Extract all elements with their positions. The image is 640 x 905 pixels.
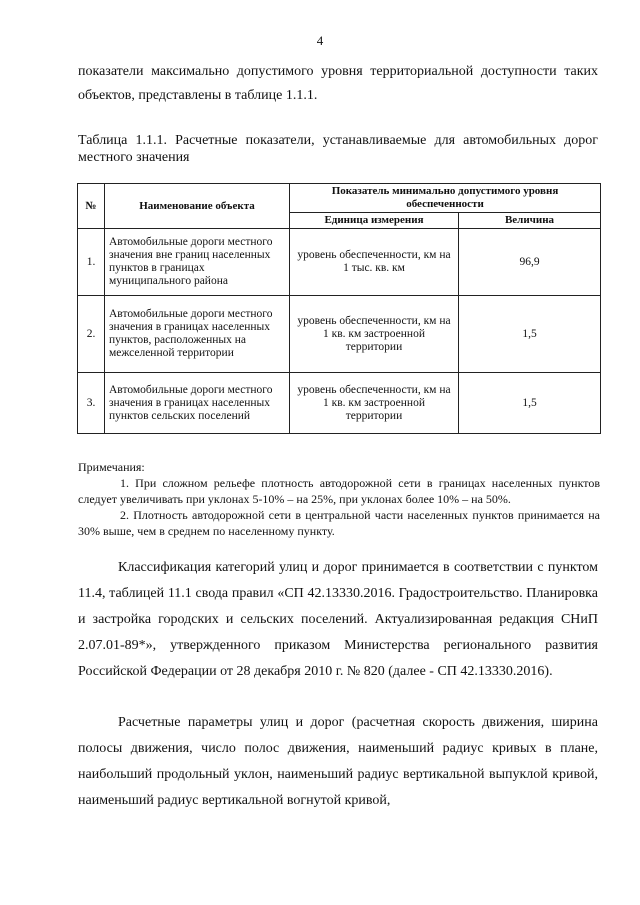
intro-paragraph: показатели максимально допустимого уровня территориальной доступности таких объектов, представлены в таблице 1.1.1. bbox=[78, 64, 598, 103]
table-row bbox=[78, 296, 601, 373]
road-indicators-table bbox=[77, 183, 601, 434]
table-row bbox=[78, 373, 601, 434]
body-paragraph-classification bbox=[78, 555, 598, 685]
body-paragraph-parameters bbox=[78, 710, 598, 814]
note-item: 1. При сложном рельефе плотность автодорожной сети в границах населенных пунктов следует увеличивать при уклонах 5-10% – на 25%, при уклонах более 10% – на 50%. bbox=[78, 476, 600, 506]
header-number: № bbox=[78, 184, 105, 229]
table-notes bbox=[78, 459, 600, 539]
table-header-row bbox=[78, 184, 601, 213]
page-number: 4 bbox=[316, 33, 324, 48]
paragraph-text: Расчетные параметры улиц и дорог (расчетная скорость движения, ширина полосы движения, число полос движения, наименьший радиус кривых в плане, наибольший продольный уклон, наименьший радиус вертикальной выпуклой кривой, наименьший радиус вертикальной вогнутой кривой, bbox=[78, 715, 598, 808]
row-number: 3. bbox=[78, 373, 105, 434]
row-value: 1,5 bbox=[459, 373, 601, 434]
header-indicator-group: Показатель минимально допустимого уровня обеспеченности bbox=[290, 184, 601, 213]
row-number: 1. bbox=[78, 229, 105, 296]
notes-title: Примечания: bbox=[78, 460, 145, 474]
row-value: 1,5 bbox=[459, 296, 601, 373]
row-number: 2. bbox=[78, 296, 105, 373]
row-unit: уровень обеспеченности, км на 1 кв. км застроенной территории bbox=[290, 296, 459, 373]
table-row bbox=[78, 229, 601, 296]
note-item: 2. Плотность автодорожной сети в центральной части населенных пунктов принимается на 30% выше, чем в среднем по населенному пункту. bbox=[78, 508, 600, 538]
header-unit: Единица измерения bbox=[290, 213, 459, 229]
table-caption: Таблица 1.1.1. Расчетные показатели, устанавливаемые для автомобильных дорог местного значения bbox=[78, 133, 598, 165]
header-object-name: Наименование объекта bbox=[105, 184, 290, 229]
row-unit: уровень обеспеченности, км на 1 кв. км застроенной территории bbox=[290, 373, 459, 434]
row-value: 96,9 bbox=[459, 229, 601, 296]
paragraph-text: Классификация категорий улиц и дорог принимается в соответствии с пунктом 11.4, таблицей 11.1 свода правил «СП 42.13330.2016. Градостроительство. Планировка и застройка городских и сельских поселений. Актуализированная редакция СНиП 2.07.01-89*», утвержденного приказом Министерства регионального развития Российской Федерации от 28 декабря 2010 г. № 820 (далее - СП 42.13330.2016). bbox=[78, 560, 598, 679]
header-value: Величина bbox=[459, 213, 601, 229]
row-object-name: Автомобильные дороги местного значения в границах населенных пунктов сельских поселений bbox=[105, 373, 290, 434]
row-unit: уровень обеспеченности, км на 1 тыс. кв. км bbox=[290, 229, 459, 296]
row-object-name: Автомобильные дороги местного значения вне границ населенных пунктов в границах муниципального района bbox=[105, 229, 290, 296]
row-object-name: Автомобильные дороги местного значения в границах населенных пунктов, расположенных на межселенной территории bbox=[105, 296, 290, 373]
